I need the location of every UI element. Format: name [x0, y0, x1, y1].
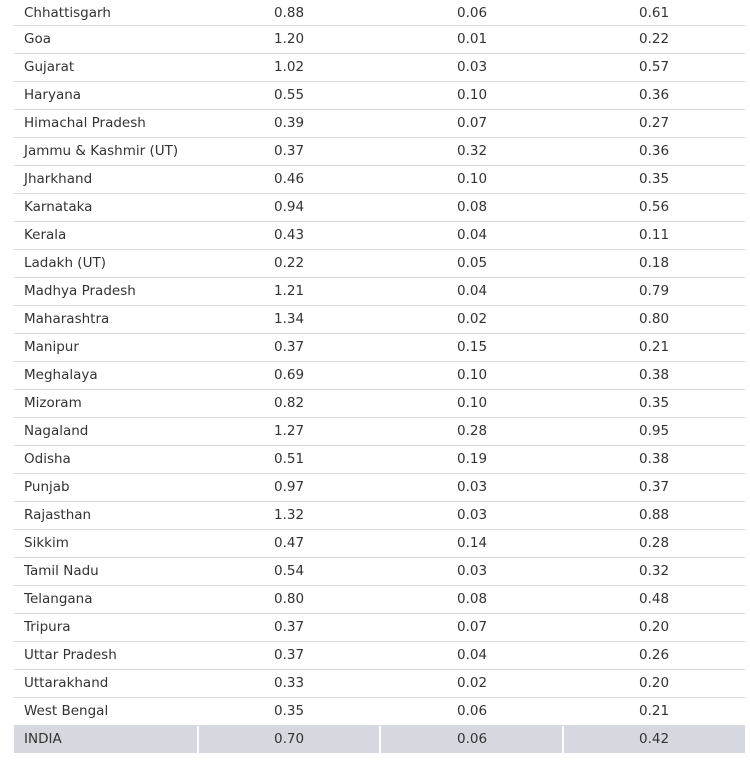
- table-row: [14, 250, 745, 278]
- value-cell: 0.21: [639, 339, 670, 355]
- value-cell: 0.97: [274, 479, 305, 495]
- total-row: [14, 726, 745, 753]
- value-cell: 0.57: [639, 59, 670, 75]
- table-row: [14, 362, 745, 390]
- value-cell: 0.46: [274, 171, 305, 187]
- value-cell: 0.37: [274, 647, 305, 663]
- value-cell: 0.07: [457, 115, 488, 131]
- value-cell: 0.88: [639, 507, 670, 523]
- value-cell: 0.79: [639, 283, 670, 299]
- table-row: [14, 670, 745, 698]
- state-name-cell: Himachal Pradesh: [24, 115, 146, 131]
- value-cell: 0.06: [457, 703, 488, 719]
- value-cell: 0.27: [639, 115, 670, 131]
- value-cell: 0.55: [274, 87, 305, 103]
- value-cell: 0.37: [639, 479, 670, 495]
- value-cell: 0.22: [639, 31, 670, 47]
- table-row: [14, 614, 745, 642]
- table-row: [14, 530, 745, 558]
- value-cell: 0.10: [457, 395, 488, 411]
- table-row: [14, 82, 745, 110]
- value-cell: 0.03: [457, 563, 488, 579]
- value-cell: 0.38: [639, 367, 670, 383]
- value-cell: 0.18: [639, 255, 670, 271]
- value-cell: 0.21: [639, 703, 670, 719]
- value-cell: 0.07: [457, 619, 488, 635]
- value-cell: 0.36: [639, 143, 670, 159]
- value-cell: 0.56: [639, 199, 670, 215]
- value-cell: 0.37: [274, 143, 305, 159]
- state-name-cell: Ladakh (UT): [24, 255, 106, 271]
- value-cell: 1.27: [274, 423, 305, 439]
- state-data-table: [14, 0, 745, 753]
- value-cell: 0.02: [457, 675, 488, 691]
- total-value-cell: 0.70: [274, 731, 305, 747]
- value-cell: 0.33: [274, 675, 305, 691]
- table-row: [14, 474, 745, 502]
- state-name-cell: Punjab: [24, 479, 70, 495]
- value-cell: 0.35: [274, 703, 305, 719]
- value-cell: 0.82: [274, 395, 305, 411]
- value-cell: 0.03: [457, 479, 488, 495]
- value-cell: 0.22: [274, 255, 305, 271]
- value-cell: 0.80: [274, 591, 305, 607]
- value-cell: 0.39: [274, 115, 305, 131]
- state-name-cell: Kerala: [24, 227, 67, 243]
- state-name-cell: Nagaland: [24, 423, 89, 439]
- value-cell: 1.20: [274, 31, 305, 47]
- value-cell: 0.48: [639, 591, 670, 607]
- state-name-cell: Maharashtra: [24, 311, 110, 327]
- value-cell: 0.03: [457, 59, 488, 75]
- table-row: [14, 138, 745, 166]
- table-row: [14, 110, 745, 138]
- value-cell: 0.15: [457, 339, 488, 355]
- value-cell: 0.04: [457, 647, 488, 663]
- state-name-cell: Uttar Pradesh: [24, 647, 117, 663]
- table-row: [14, 278, 745, 306]
- value-cell: 0.01: [457, 31, 488, 47]
- state-name-cell: Haryana: [24, 87, 82, 103]
- value-cell: 0.37: [274, 339, 305, 355]
- value-cell: 0.95: [639, 423, 670, 439]
- value-cell: 0.10: [457, 87, 488, 103]
- value-cell: 0.10: [457, 171, 488, 187]
- table-row: [14, 166, 745, 194]
- table-row: [14, 446, 745, 474]
- total-value-cell: 0.06: [457, 731, 488, 747]
- value-cell: 0.04: [457, 227, 488, 243]
- table-row: [14, 194, 745, 222]
- table-row: [14, 222, 745, 250]
- value-cell: 0.32: [639, 563, 670, 579]
- value-cell: 0.88: [274, 5, 305, 21]
- value-cell: 0.32: [457, 143, 488, 159]
- value-cell: 0.02: [457, 311, 488, 327]
- state-name-cell: Karnataka: [24, 199, 93, 215]
- table-row: [14, 306, 745, 334]
- table-row: [14, 0, 745, 26]
- value-cell: 0.35: [639, 395, 670, 411]
- table-row: [14, 26, 745, 54]
- value-cell: 1.02: [274, 59, 305, 75]
- state-name-cell: Goa: [24, 31, 51, 47]
- value-cell: 0.06: [457, 5, 488, 21]
- table-row: [14, 390, 745, 418]
- state-name-cell: Madhya Pradesh: [24, 283, 136, 299]
- table-row: [14, 558, 745, 586]
- table-row: [14, 334, 745, 362]
- state-name-cell: Gujarat: [24, 59, 75, 75]
- value-cell: 0.38: [639, 451, 670, 467]
- value-cell: 0.28: [457, 423, 488, 439]
- state-name-cell: Chhattisgarh: [24, 5, 111, 21]
- value-cell: 0.04: [457, 283, 488, 299]
- table-row: [14, 642, 745, 670]
- state-name-cell: Tamil Nadu: [24, 563, 99, 579]
- value-cell: 0.03: [457, 507, 488, 523]
- value-cell: 0.51: [274, 451, 305, 467]
- table-row: [14, 586, 745, 614]
- table-row: [14, 418, 745, 446]
- value-cell: 1.32: [274, 507, 305, 523]
- value-cell: 0.19: [457, 451, 488, 467]
- value-cell: 0.47: [274, 535, 305, 551]
- state-name-cell: Meghalaya: [24, 367, 98, 383]
- value-cell: 1.34: [274, 311, 305, 327]
- value-cell: 0.20: [639, 619, 670, 635]
- value-cell: 0.37: [274, 619, 305, 635]
- value-cell: 0.80: [639, 311, 670, 327]
- value-cell: 0.61: [639, 5, 670, 21]
- total-value-cell: 0.42: [639, 731, 670, 747]
- value-cell: 0.08: [457, 199, 488, 215]
- state-name-cell: Rajasthan: [24, 507, 92, 523]
- value-cell: 0.35: [639, 171, 670, 187]
- state-name-cell: Telangana: [24, 591, 93, 607]
- state-name-cell: Odisha: [24, 451, 71, 467]
- table-row: [14, 698, 745, 726]
- value-cell: 0.36: [639, 87, 670, 103]
- state-name-cell: Mizoram: [24, 395, 82, 411]
- value-cell: 0.14: [457, 535, 488, 551]
- value-cell: 0.05: [457, 255, 488, 271]
- state-name-cell: Manipur: [24, 339, 79, 355]
- total-label-cell: INDIA: [24, 731, 62, 747]
- table-row: [14, 54, 745, 82]
- value-cell: 0.54: [274, 563, 305, 579]
- value-cell: 0.10: [457, 367, 488, 383]
- table-row: [14, 502, 745, 530]
- state-name-cell: Sikkim: [24, 535, 69, 551]
- value-cell: 0.08: [457, 591, 488, 607]
- value-cell: 0.26: [639, 647, 670, 663]
- state-name-cell: Tripura: [24, 619, 71, 635]
- value-cell: 0.28: [639, 535, 670, 551]
- value-cell: 0.94: [274, 199, 305, 215]
- value-cell: 1.21: [274, 283, 305, 299]
- value-cell: 0.11: [639, 227, 670, 243]
- state-name-cell: Jammu & Kashmir (UT): [24, 143, 179, 159]
- value-cell: 0.20: [639, 675, 670, 691]
- state-name-cell: Jharkhand: [24, 171, 93, 187]
- value-cell: 0.69: [274, 367, 305, 383]
- value-cell: 0.43: [274, 227, 305, 243]
- state-name-cell: Uttarakhand: [24, 675, 109, 691]
- state-name-cell: West Bengal: [24, 703, 109, 719]
